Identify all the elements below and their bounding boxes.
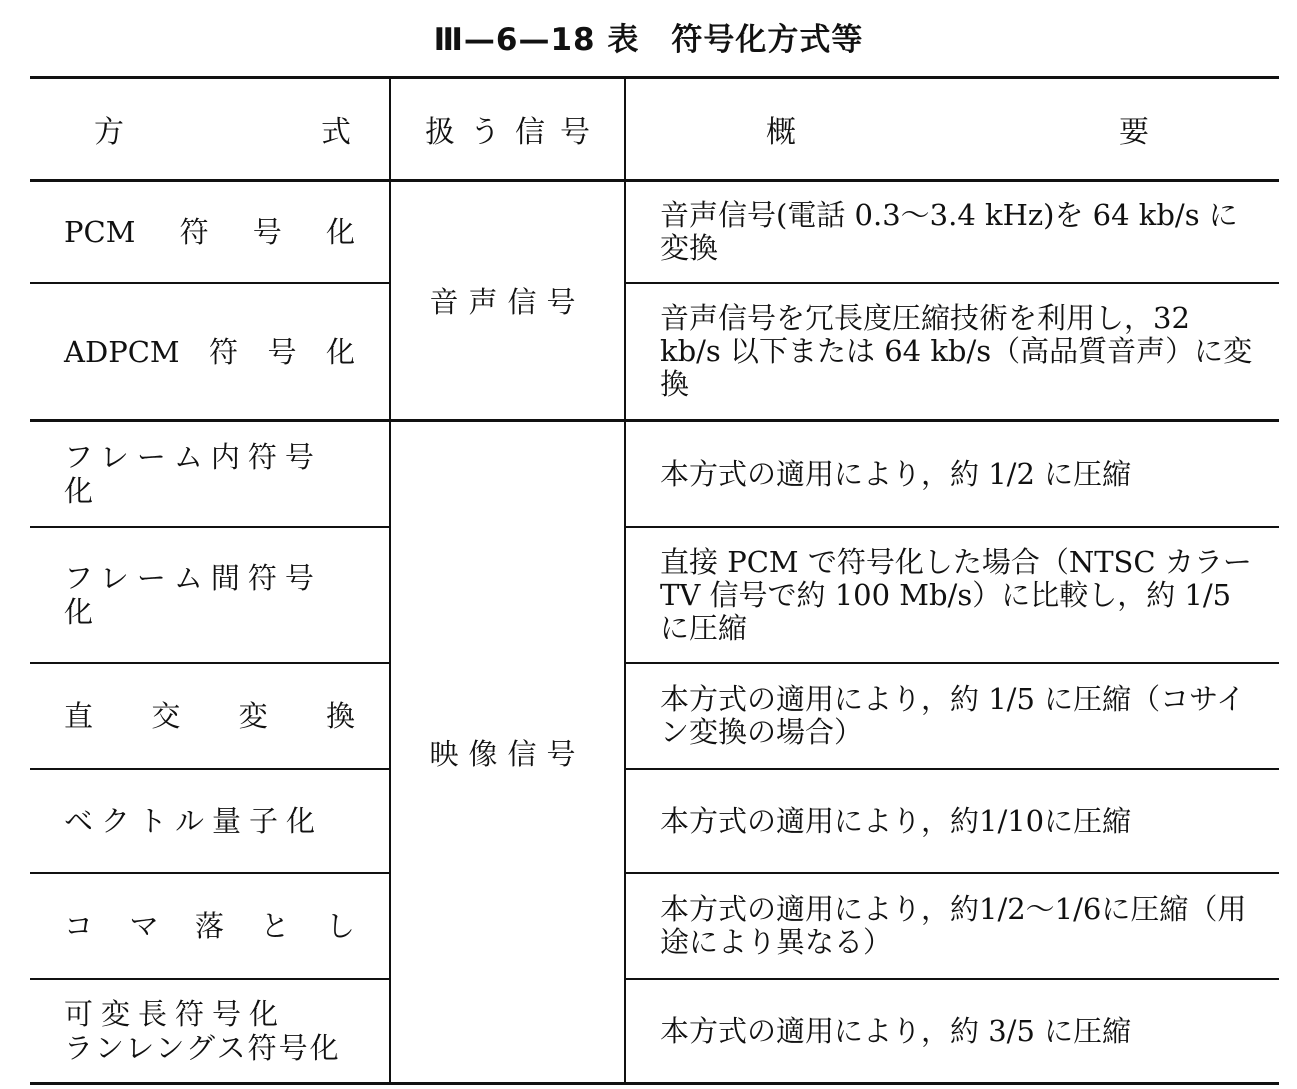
header-summary-char: 概 [766, 115, 796, 150]
method-cell [30, 873, 390, 979]
signal-cell-video: 映像信号 [390, 421, 625, 1084]
method-cell [30, 181, 390, 284]
header-row [30, 78, 1279, 181]
method-part: 落 [194, 909, 224, 943]
table-row [30, 663, 1279, 769]
method-cell [30, 527, 390, 663]
header-method-char: 方 [94, 115, 124, 150]
method-part: 変 [238, 699, 268, 733]
summary-text: 音声信号(電話 0.3～3.4 kHz)を 64 kb/s に変換 [660, 198, 1238, 265]
table-row [30, 181, 1279, 284]
method-part: 符 [209, 334, 239, 369]
summary-text: 本方式の適用により，約1/2～1/6に圧縮（用途により異なる） [660, 892, 1247, 959]
header-signal-char: 信 [515, 115, 545, 150]
table-row [30, 979, 1279, 1084]
header-signal-char: 扱 [425, 115, 455, 150]
table-row [30, 769, 1279, 873]
summary-text: 本方式の適用により，約 3/5 に圧縮 [660, 1013, 1132, 1048]
method-part: と [260, 909, 290, 943]
summary-cell [625, 769, 1279, 873]
table-row [30, 421, 1279, 528]
method-part: 交 [151, 699, 181, 733]
method-text: フレーム間符号化 [64, 561, 322, 629]
header-summary [625, 78, 1279, 181]
summary-cell [625, 421, 1279, 528]
table-row [30, 527, 1279, 663]
method-part: コ [64, 909, 94, 943]
header-method [30, 78, 390, 181]
method-part: 化 [325, 215, 355, 249]
method-part: し [325, 909, 355, 943]
header-signal-char: う [470, 115, 500, 150]
header-summary-char: 要 [1119, 115, 1149, 150]
method-cell [30, 979, 390, 1084]
method-text: ベクトル量子化 [64, 804, 324, 838]
method-part: 号 [252, 215, 282, 249]
table-row [30, 283, 1279, 421]
method-part: 符 [179, 215, 209, 249]
method-cell [30, 769, 390, 873]
summary-text: 本方式の適用により，約1/10に圧縮 [660, 803, 1132, 838]
summary-text: 本方式の適用により，約 1/5 に圧縮（コサイン変換の場合） [660, 682, 1246, 749]
header-method-char: 式 [321, 115, 351, 150]
summary-cell [625, 873, 1279, 979]
coding-methods-table [30, 76, 1279, 1085]
method-part: ADPCM [64, 334, 180, 369]
header-signal-char: 号 [560, 115, 590, 150]
method-part: PCM [64, 215, 136, 249]
summary-text: 直接 PCM で符号化した場合（NTSC カラー TV 信号で約 100 Mb/s）に比較し，約 1/5 に圧縮 [660, 544, 1252, 645]
summary-cell [625, 527, 1279, 663]
summary-cell [625, 663, 1279, 769]
table-row [30, 873, 1279, 979]
method-part: 化 [325, 334, 355, 369]
summary-cell [625, 181, 1279, 284]
signal-cell-audio: 音声信号 [390, 181, 625, 421]
summary-cell [625, 283, 1279, 421]
header-signal [390, 78, 625, 181]
method-cell [30, 283, 390, 421]
summary-text: 音声信号を冗長度圧縮技術を利用し，32 kb/s 以下または 64 kb/s（高品質音声）に変換 [660, 301, 1253, 401]
method-cell [30, 663, 390, 769]
method-text: フレーム内符号化 [64, 440, 322, 508]
table-title: Ⅲ—6—18 表 符号化方式等 [433, 22, 864, 58]
summary-text: 本方式の適用により，約 1/2 に圧縮 [660, 456, 1132, 491]
method-part: マ [129, 909, 159, 943]
method-part: 直 [64, 699, 94, 733]
method-text: 可変長符号化 [64, 997, 287, 1031]
method-part: 号 [267, 334, 297, 369]
method-cell [30, 421, 390, 528]
method-part: 換 [325, 699, 355, 733]
summary-cell [625, 979, 1279, 1084]
method-text-line2: ランレングス符号化 [64, 1031, 341, 1065]
